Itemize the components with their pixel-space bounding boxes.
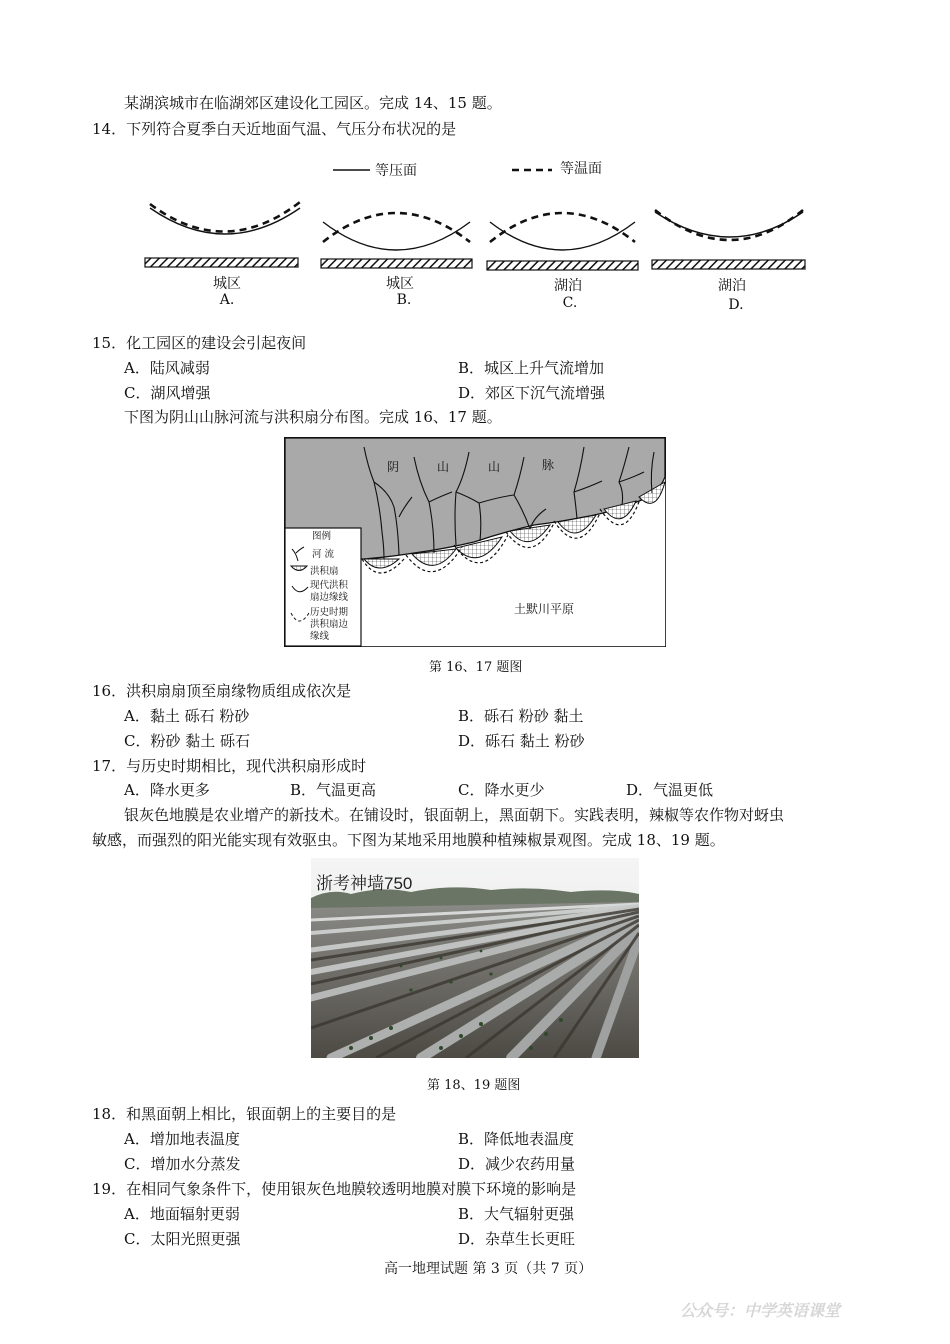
- q19-option-d: D．杂草生长更旺: [458, 1230, 576, 1248]
- q14-diagrams: [140, 200, 820, 272]
- q18-option-b: B．降低地表温度: [458, 1130, 575, 1148]
- panel-d-ground: [652, 260, 805, 269]
- panel-c-place: 湖泊: [554, 278, 582, 294]
- panel-c-ground: [487, 261, 638, 270]
- legend-hist-2: 洪积扇边: [310, 619, 349, 630]
- map-plain-label: 土默川平原: [514, 602, 575, 616]
- panel-b-isotherm: [323, 213, 470, 242]
- question-19-stem: 19．在相同气象条件下，使用银灰色地膜较透明地膜对膜下环境的影响是: [92, 1180, 577, 1198]
- q15-option-c: C．湖风增强: [124, 384, 211, 402]
- panel-a-isobar: [150, 208, 300, 234]
- photo-caption: 第 18、19 题图: [427, 1078, 521, 1093]
- panel-d-letter: D.: [728, 297, 744, 313]
- legend-hist-1: 历史时期: [310, 607, 349, 618]
- q17-option-c: C．降水更少: [458, 781, 545, 799]
- legend-hist-3: 缘线: [310, 631, 330, 642]
- q15-option-b: B．城区上升气流增加: [458, 359, 605, 377]
- q18-option-c: C．增加水分蒸发: [124, 1155, 241, 1173]
- q15-option-a: A．陆风减弱: [124, 359, 210, 377]
- map-caption: 第 16、17 题图: [429, 660, 523, 675]
- q19-option-c: C．太阳光照更强: [124, 1230, 241, 1248]
- panel-a-isotherm: [150, 202, 300, 232]
- panel-a-letter: A.: [219, 292, 235, 308]
- map-char-4: 脉: [542, 458, 555, 472]
- q18-option-d: D．减少农药用量: [458, 1155, 576, 1173]
- legend-modern-2: 扇边缘线: [310, 592, 349, 603]
- intro-18-19-line1: 银灰色地膜是农业增产的新技术。在铺设时，银面朝上，黑面朝下。实践表明，辣椒等农作物对蚜虫: [124, 806, 785, 824]
- legend-isotherm-label: 等温面: [560, 161, 602, 177]
- panel-a-diagram: [145, 202, 300, 267]
- q17-option-b: B．气温更高: [290, 781, 377, 799]
- q16-option-a: A．黏土 砾石 粉砂: [124, 707, 250, 725]
- question-17-stem: 17．与历史时期相比，现代洪积扇形成时: [92, 757, 367, 775]
- intro-14-15: 某湖滨城市在临湖郊区建设化工园区。完成 14、15 题。: [124, 94, 502, 112]
- question-16-stem: 16．洪积扇扇顶至扇缘物质组成依次是: [92, 682, 352, 700]
- panel-d-isotherm: [655, 210, 803, 240]
- q17-option-d: D．气温更低: [626, 781, 714, 799]
- question-14-stem: 14．下列符合夏季白天近地面气温、气压分布状况的是: [92, 120, 457, 138]
- q18-option-a: A．增加地表温度: [124, 1130, 240, 1148]
- legend-isobar-label: 等压面: [375, 163, 417, 179]
- corner-watermark: 公众号：中学英语课堂: [680, 1301, 841, 1320]
- question-18-stem: 18．和黑面朝上相比，银面朝上的主要目的是: [92, 1105, 397, 1123]
- q19-option-a: A．地面辐射更弱: [124, 1205, 240, 1223]
- legend-river: 河 流: [312, 549, 335, 560]
- panel-a-place: 城区: [213, 276, 241, 292]
- intro-16-17: 下图为阴山山脉河流与洪积扇分布图。完成 16、17 题。: [124, 408, 502, 426]
- panel-c-diagram: [487, 213, 638, 270]
- panel-d-place: 湖泊: [718, 278, 746, 294]
- q16-option-d: D．砾石 黏土 粉砂: [458, 732, 585, 750]
- question-15-stem: 15．化工园区的建设会引起夜间: [92, 334, 307, 352]
- panel-b-letter: B.: [396, 292, 412, 308]
- legend-modern-1: 现代洪积: [310, 580, 349, 591]
- q17-option-a: A．降水更多: [124, 781, 210, 799]
- map-char-3: 山: [488, 460, 501, 474]
- panel-b-ground: [321, 259, 472, 268]
- legend-fan: 洪积扇: [310, 566, 339, 577]
- q16-option-b: B．砾石 粉砂 黏土: [458, 707, 584, 725]
- panel-d-diagram: [652, 210, 805, 269]
- panel-b-place: 城区: [386, 276, 414, 292]
- q15-option-d: D．郊区下沉气流增强: [458, 384, 606, 402]
- q19-option-b: B．大气辐射更强: [458, 1205, 575, 1223]
- panel-b-diagram: [321, 213, 472, 268]
- page-footer: 高一地理试题 第 3 页（共 7 页）: [384, 1261, 593, 1277]
- map-char-1: 阴: [387, 460, 400, 474]
- intro-18-19-line2: 敏感，而强烈的阳光能实现有效驱虫。下图为某地采用地膜种植辣椒景观图。完成 18、19 题。: [92, 831, 725, 849]
- panel-c-letter: C.: [562, 295, 578, 311]
- q16-option-c: C．粉砂 黏土 砾石: [124, 732, 251, 750]
- map-char-2: 山: [437, 460, 450, 474]
- legend-title: 图例: [312, 531, 332, 542]
- panel-a-ground: [145, 258, 298, 267]
- photo-watermark: 浙考神墙750: [316, 874, 413, 893]
- panel-c-isotherm: [490, 213, 635, 242]
